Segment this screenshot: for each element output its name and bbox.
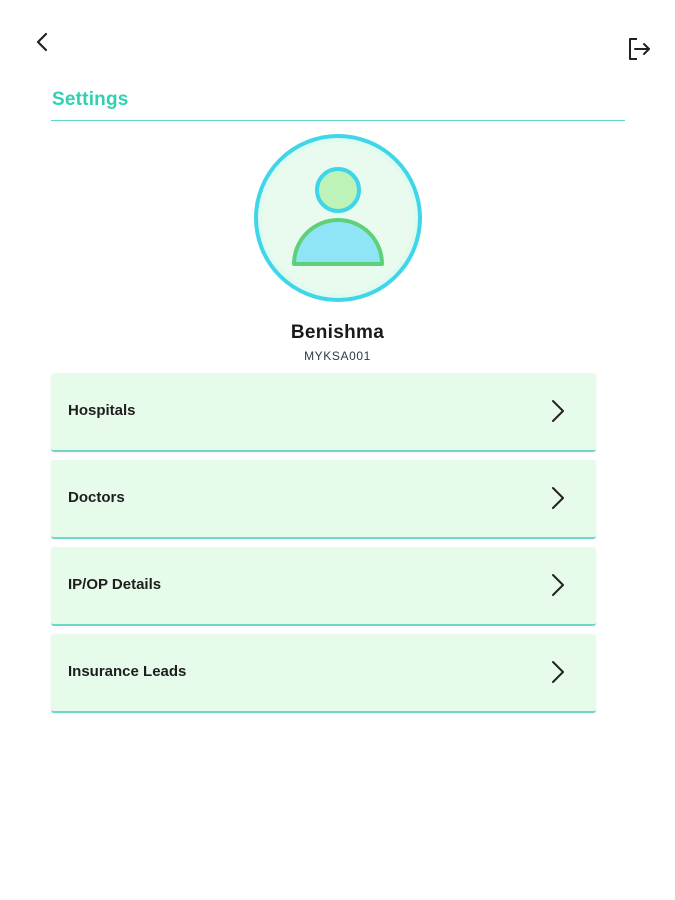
- chevron-right-icon: [548, 658, 568, 686]
- menu-item-ip-op-details[interactable]: [51, 547, 596, 626]
- page-title: Settings: [52, 89, 129, 110]
- user-avatar-icon: [252, 132, 424, 304]
- menu-item-hospitals[interactable]: [51, 373, 596, 452]
- menu-item-doctors[interactable]: [51, 460, 596, 539]
- logout-icon: [625, 35, 653, 63]
- logout-button[interactable]: [622, 33, 656, 65]
- chevron-right-icon: [548, 484, 568, 512]
- title-divider: [51, 120, 625, 121]
- chevron-right-icon: [548, 397, 568, 425]
- chevron-right-icon: [548, 571, 568, 599]
- menu-item-label: Hospitals: [68, 402, 136, 419]
- menu-item-insurance-leads[interactable]: [51, 634, 596, 713]
- menu-item-label: IP/OP Details: [68, 576, 162, 593]
- user-name: Benishma: [290, 322, 385, 343]
- chevron-left-icon: [34, 30, 50, 54]
- menu-item-label: Insurance Leads: [68, 663, 187, 680]
- profile-avatar[interactable]: [252, 132, 424, 304]
- user-id: MYKSA001: [304, 349, 371, 363]
- menu-item-label: Doctors: [68, 489, 125, 506]
- settings-menu: [51, 373, 596, 721]
- back-button[interactable]: [28, 26, 56, 58]
